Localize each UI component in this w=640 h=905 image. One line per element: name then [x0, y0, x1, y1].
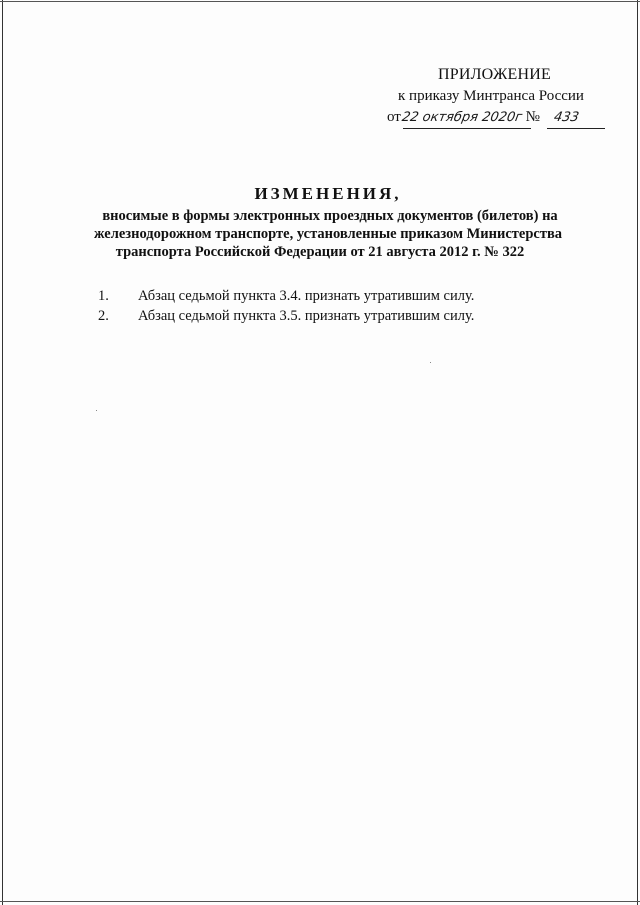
- document-title: ИЗМЕНЕНИЯ,: [254, 184, 402, 203]
- from-label: от: [387, 109, 401, 125]
- list-item-number: 2.: [98, 308, 109, 324]
- list-item-text: Абзац седьмой пункта 3.5. признать утратившим силу.: [138, 308, 475, 324]
- date-underline: [403, 128, 531, 129]
- appendix-to-order: к приказу Минтранса России: [398, 88, 584, 104]
- number-label: №: [525, 109, 540, 125]
- document-subtitle-line-1: вносимые в формы электронных проездных документов (билетов) на: [102, 208, 558, 224]
- changes-list: [98, 288, 598, 328]
- handwritten-number: 433: [552, 110, 580, 125]
- appendix-title: ПРИЛОЖЕНИЕ: [438, 66, 552, 83]
- scan-edge-left: [2, 0, 3, 905]
- document-subtitle-line-2: железнодорожном транспорте, установленные приказом Министерства: [93, 226, 563, 242]
- list-item: [98, 308, 598, 328]
- handwritten-date: 22 октября 2020г: [400, 110, 524, 125]
- scan-edge-bottom: [0, 901, 640, 902]
- appendix-date-number-line: [387, 109, 607, 131]
- scan-edge-top: [0, 1, 640, 2]
- list-item-number: 1.: [98, 288, 109, 304]
- scan-edge-right: [637, 0, 638, 905]
- list-item-text: Абзац седьмой пункта 3.4. признать утратившим силу.: [138, 288, 475, 304]
- scan-speck: [96, 410, 97, 411]
- list-item: [98, 288, 598, 308]
- scan-speck: [430, 362, 431, 363]
- document-subtitle-line-3: транспорта Российской Федерации от 21 августа 2012 г. № 322: [115, 244, 525, 260]
- number-underline: [547, 128, 605, 129]
